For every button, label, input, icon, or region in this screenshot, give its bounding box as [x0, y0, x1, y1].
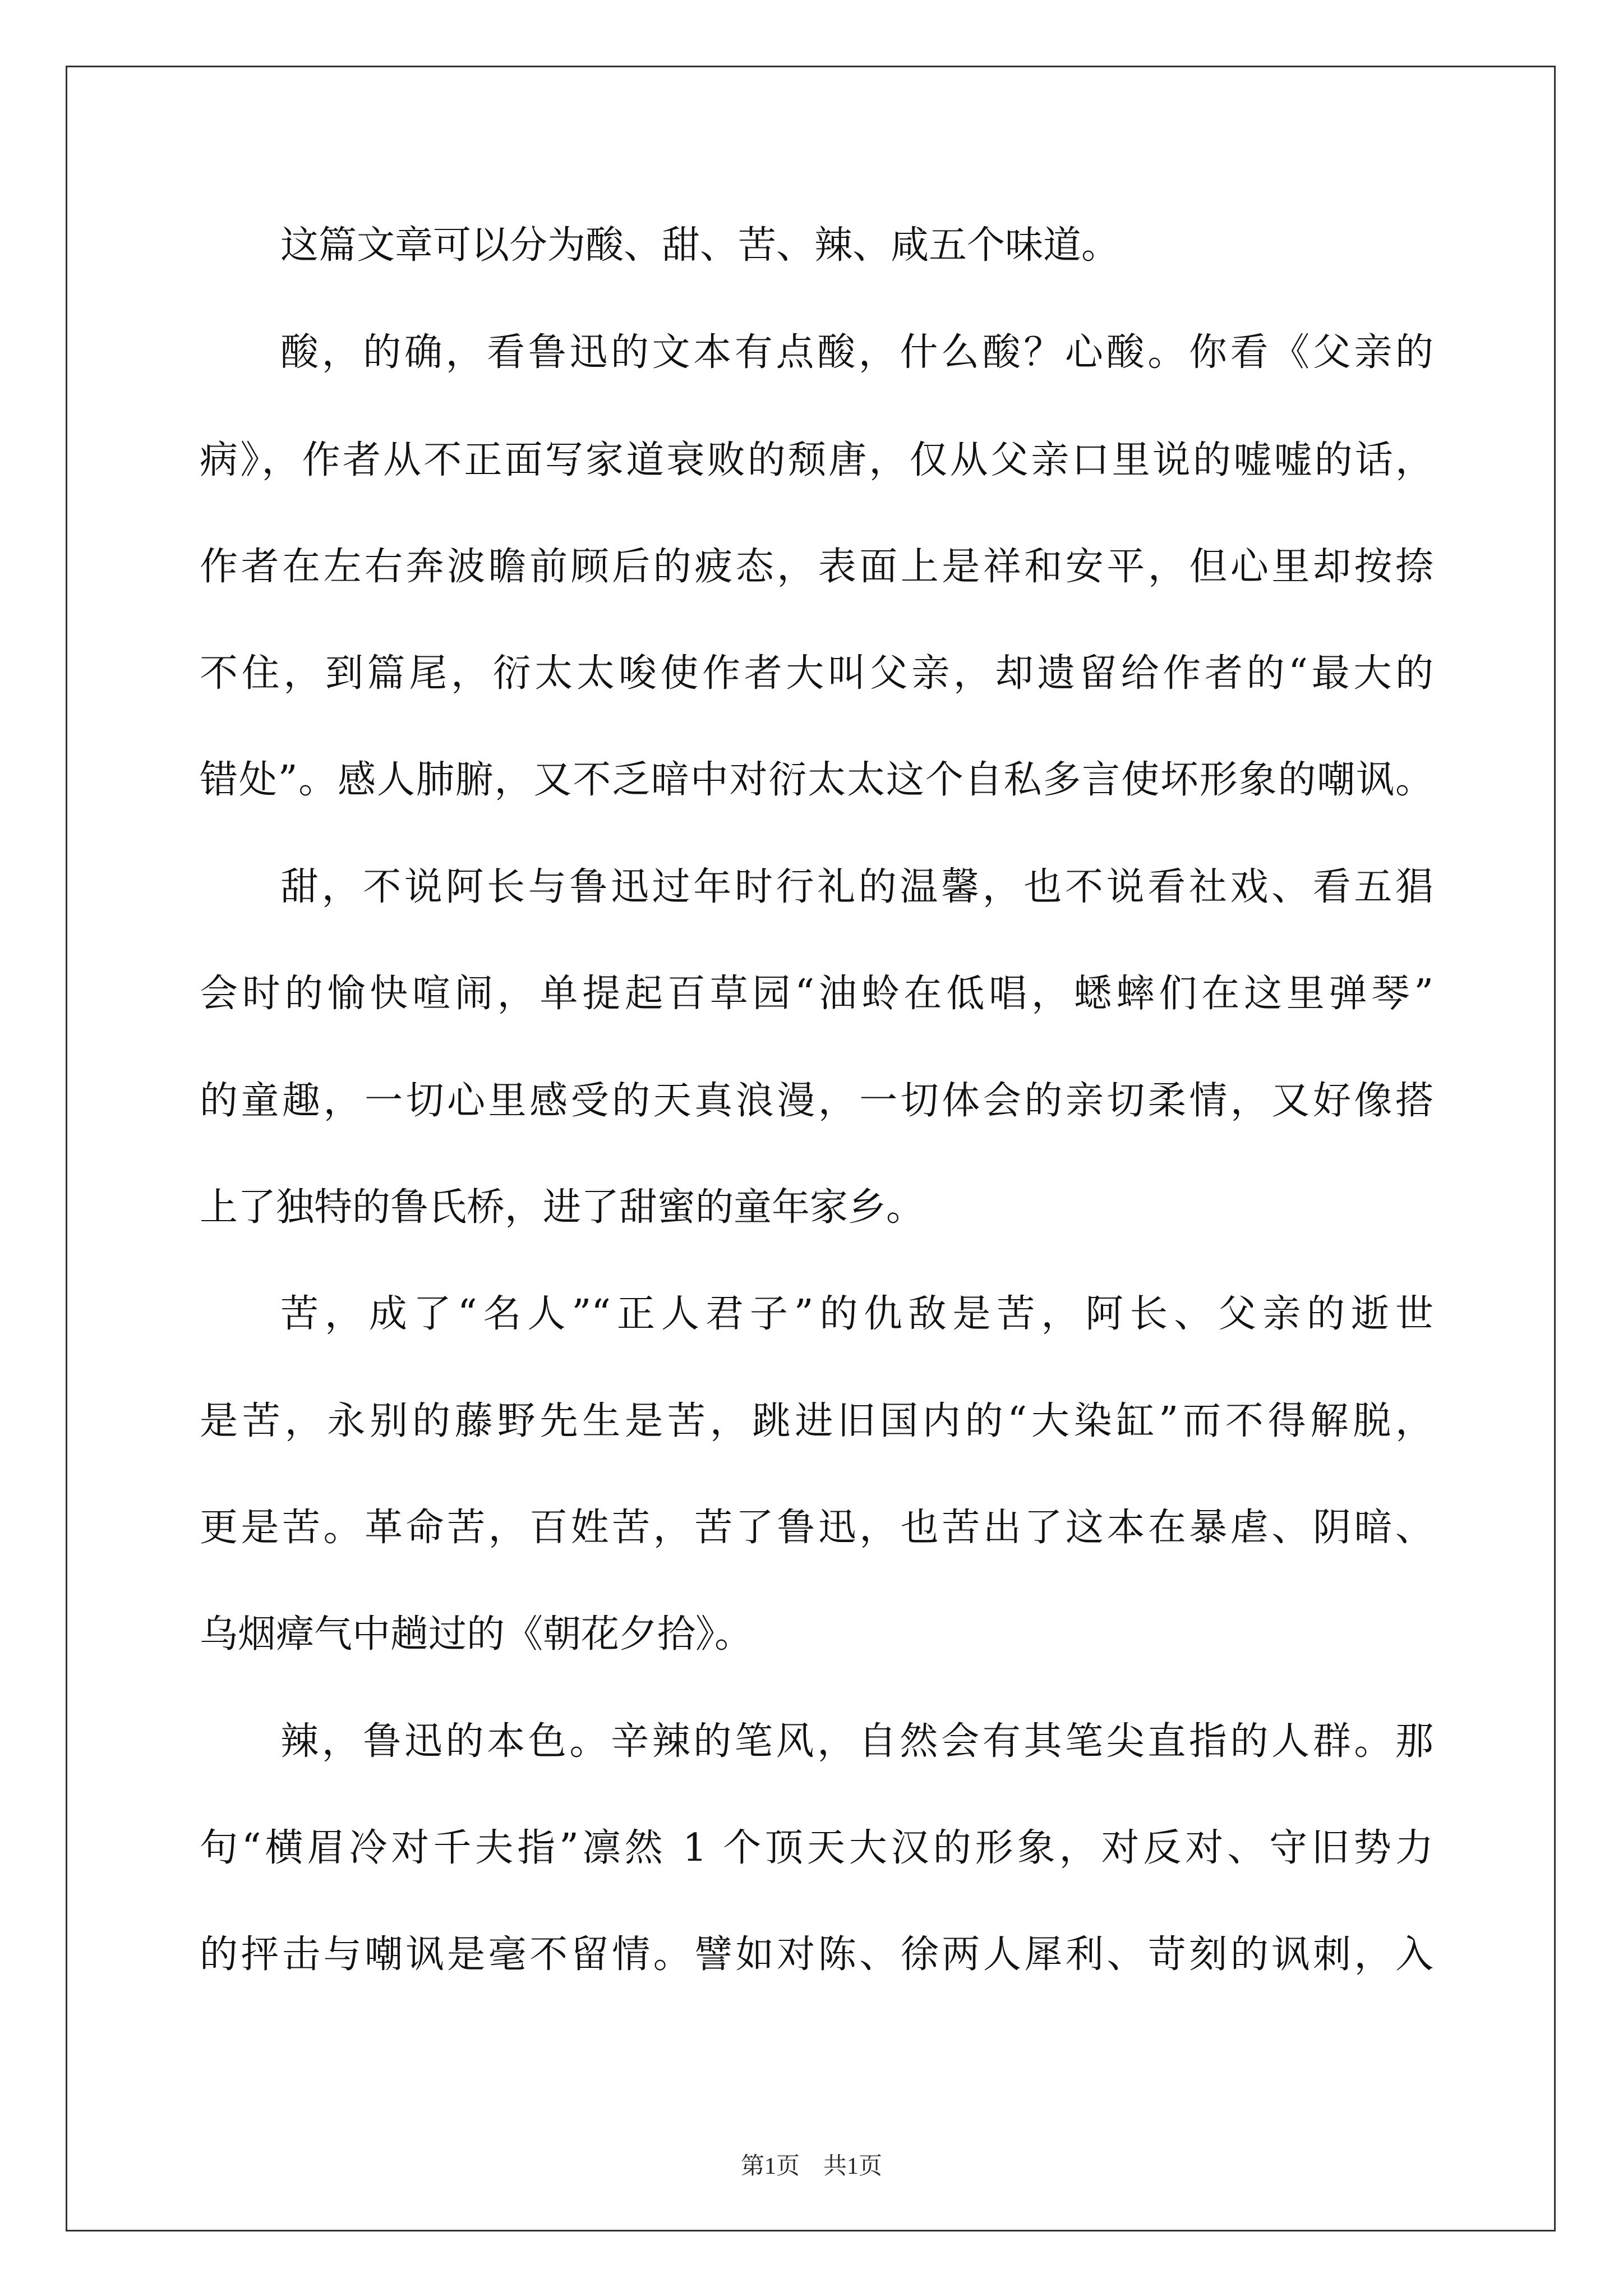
paragraph-4-line-3: 更是苦。革命苦，百姓苦，苦了鲁迅，也苦出了这本在暴虐、阴暗、 — [200, 1506, 1433, 1550]
paragraph-5-line-1: 辣，鲁迅的本色。辛辣的笔风，自然会有其笔尖直指的人群。那 — [280, 1719, 1433, 1764]
paragraph-3-line-1: 甜，不说阿长与鲁迅过年时行礼的温馨，也不说看社戏、看五猖 — [280, 865, 1433, 909]
paragraph-3-line-2: 会时的愉快喧闹，单提起百草园“油蛉在低唱，蟋蟀们在这里弹琴” — [200, 972, 1433, 1016]
paragraph-1-line-1: 这篇文章可以分为酸、甜、苦、辣、咸五个味道。 — [280, 223, 1120, 268]
paragraph-3-line-3: 的童趣，一切心里感受的天真浪漫，一切体会的亲切柔情，又好像搭 — [200, 1079, 1433, 1123]
page-border — [66, 66, 1556, 2231]
paragraph-5-line-3: 的抨击与嘲讽是毫不留情。譬如对陈、徐两人犀利、苛刻的讽刺，入 — [200, 1932, 1433, 1977]
paragraph-2-line-2: 病》，作者从不正面写家道衰败的颓唐，仅从父亲口里说的嘘嘘的话， — [200, 438, 1433, 482]
paragraph-2-line-4: 不住，到篇尾，衍太太唆使作者大叫父亲，却遗留给作者的“最大的 — [200, 651, 1433, 696]
paragraph-3-line-4: 上了独特的鲁氏桥，进了甜蜜的童年家乡。 — [200, 1185, 925, 1230]
paragraph-2-line-5: 错处”。感人肺腑，又不乏暗中对衍太太这个自私多言使坏形象的嘲讽。 — [200, 758, 1433, 802]
paragraph-5-line-2: 句“横眉冷对千夫指”凛然 1 个顶天大汉的形象，对反对、守旧势力 — [200, 1826, 1433, 1870]
paragraph-2-line-1: 酸，的确，看鲁迅的文本有点酸，什么酸？心酸。你看《父亲的 — [280, 330, 1433, 375]
page-number-footer: 第1页 共1页 — [740, 2154, 882, 2179]
paragraph-4-line-4: 乌烟瘴气中趟过的《朝花夕拾》。 — [200, 1612, 753, 1657]
paragraph-4-line-1: 苦，成了“名人”“正人君子”的仇敌是苦，阿长、父亲的逝世 — [280, 1292, 1433, 1336]
paragraph-4-line-2: 是苦，永别的藤野先生是苦，跳进旧国内的“大染缸”而不得解脱， — [200, 1399, 1433, 1443]
paragraph-2-line-3: 作者在左右奔波瞻前顾后的疲态，表面上是祥和安平，但心里却按捺 — [200, 545, 1433, 589]
